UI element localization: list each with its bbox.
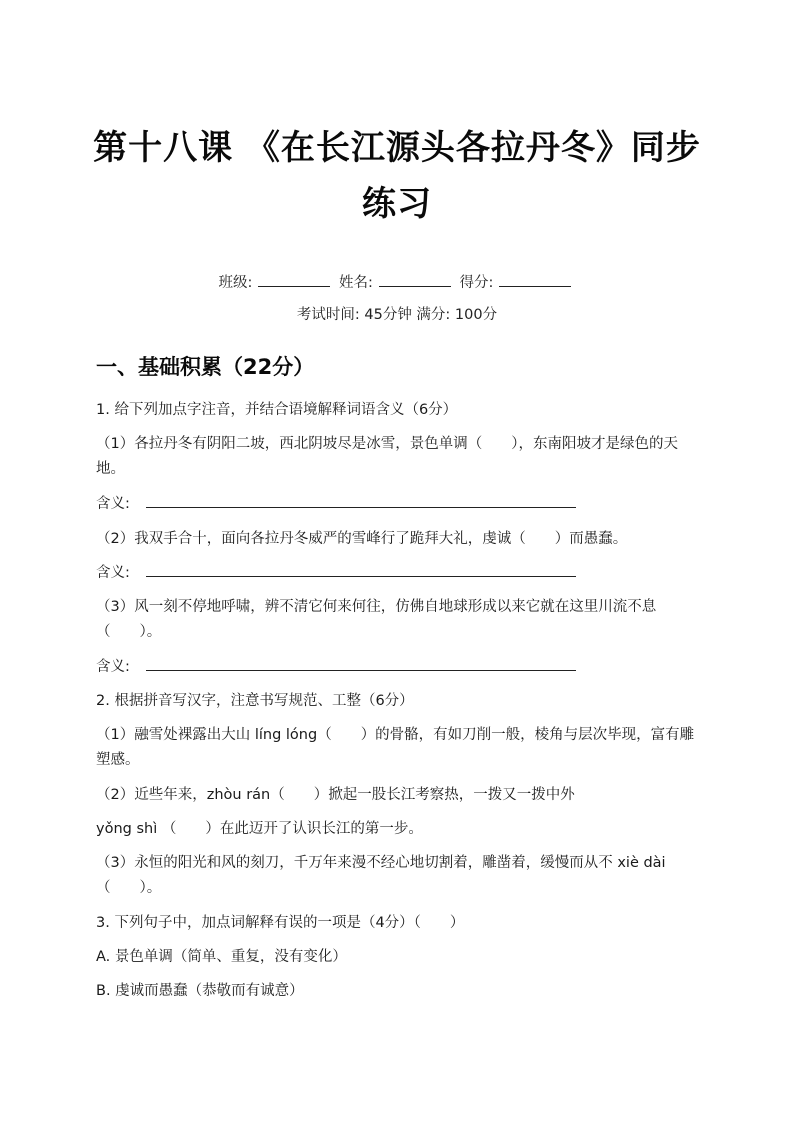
student-info-row (0, 272, 794, 293)
question-3-stem: 3. 下列句子中，加点词解释有误的一项是（4分）（ ） (96, 915, 465, 931)
name-label: 姓名: (339, 275, 373, 291)
name-blank[interactable] (379, 272, 451, 287)
question-3-option-b: B. 虔诚而愚蠢（恭敬而有诚意） (96, 983, 304, 999)
question-1-meaning-1 (96, 492, 700, 517)
question-2-part-2a: （2）近些年来，zhòu rán（ ）掀起一股长江考察热，一拨又一拨中外 (96, 787, 575, 803)
question-2-part-1: （1）融雪处裸露出大山 líng lóng（ ）的骨骼，有如刀削一般，棱角与层次毕现，富有雕塑感。 (96, 727, 695, 768)
meaning-label: 含义: (96, 496, 130, 512)
meaning-label: 含义: (96, 659, 130, 675)
meaning-answer-line[interactable] (146, 562, 576, 577)
meaning-answer-line[interactable] (146, 493, 576, 508)
meaning-label: 含义: (96, 565, 130, 581)
score-blank[interactable] (499, 272, 571, 287)
question-1-stem: 1. 给下列加点字注音，并结合语境解释词语含义（6分） (96, 402, 458, 418)
question-1-part-1: （1）各拉丹冬有阴阳二坡，西北阴坡尽是冰雪，景色单调（ ），东南阳坡才是绿色的天地。 (96, 436, 678, 477)
question-1-part-2: （2）我双手合十，面向各拉丹冬威严的雪峰行了跪拜大礼，虔诚（ ）而愚蠢。 (96, 531, 628, 547)
question-2-part-3: （3）永恒的阳光和风的刻刀，千万年来漫不经心地切割着，雕凿着，缓慢而从不 xiè dài（ ）。 (96, 855, 666, 896)
question-3-option-a: A. 景色单调（简单、重复，没有变化） (96, 949, 347, 965)
section-heading-basics: 一、基础积累（22分） (96, 355, 315, 379)
page-title-line-1: 第十八课 《在长江源头各拉丹冬》同步 (93, 128, 701, 168)
page-title-line-2: 练习 (362, 184, 432, 224)
question-2-part-2b: yǒng shì （ ）在此迈开了认识长江的第一步。 (96, 821, 423, 837)
exam-meta: 考试时间: 45分钟 满分: 100分 (296, 307, 498, 323)
question-1-meaning-3 (96, 655, 700, 680)
class-blank[interactable] (258, 272, 330, 287)
class-label: 班级: (218, 275, 253, 291)
score-label: 得分: (459, 275, 494, 291)
question-1-meaning-2 (96, 561, 700, 586)
question-1-part-3: （3）风一刻不停地呼啸，辨不清它何来何往，仿佛自地球形成以来它就在这里川流不息（ ）。 (96, 599, 657, 640)
question-2-stem: 2. 根据拼音写汉字，注意书写规范、工整（6分） (96, 693, 414, 709)
meaning-answer-line[interactable] (146, 656, 576, 671)
